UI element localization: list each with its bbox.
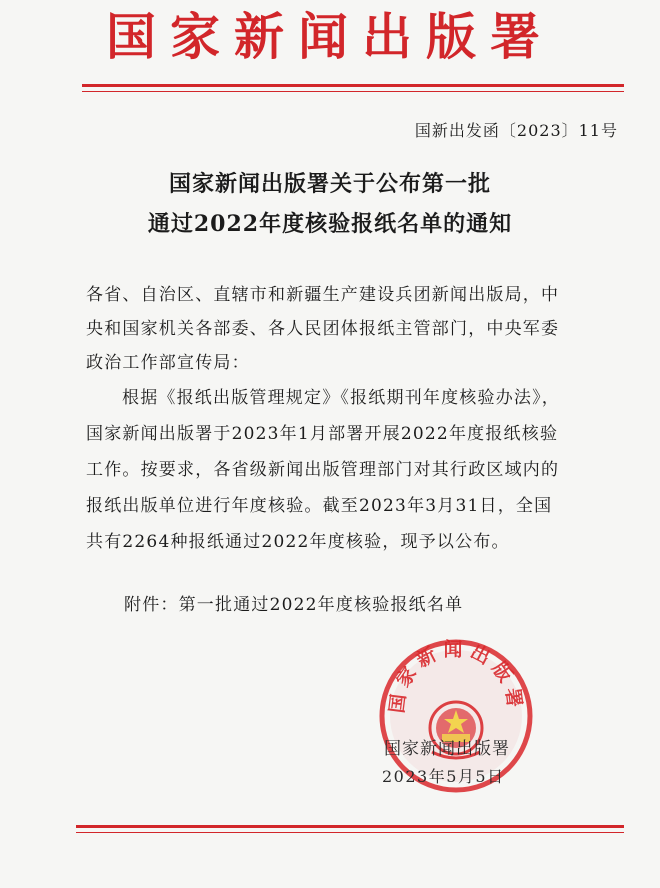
letterhead-title: 国家新闻出版署	[106, 7, 554, 66]
seal-text: 国家新闻出版署	[385, 638, 527, 715]
addressee	[86, 278, 616, 380]
body-line: 国家新闻出版署于2023年1月部署开展2022年度报纸核验	[86, 424, 559, 444]
body-line: 共有2264种报纸通过2022年度核验，现予以公布。	[86, 532, 510, 552]
body-line: 报纸出版单位进行年度核验。截至2023年3月31日，全国	[86, 496, 553, 516]
letterhead-rule	[82, 84, 624, 87]
signature-date: 2023年5月5日	[382, 767, 505, 786]
body-line: 工作。按要求，各省级新闻出版管理部门对其行政区域内的	[86, 460, 560, 480]
footer-rule-thin	[76, 832, 624, 833]
addressee-line: 政治工作部宣传局：	[86, 353, 250, 373]
footer-rule	[76, 825, 624, 828]
addressee-line: 央和国家机关各部委、各人民团体报纸主管部门，中央军委	[86, 319, 560, 339]
body-paragraph	[86, 380, 616, 560]
attachment-note: 附件：第一批通过2022年度核验报纸名单	[124, 595, 464, 615]
title-line-2: 通过2022年度核验报纸名单的通知	[147, 211, 513, 237]
addressee-line: 各省、自治区、直辖市和新疆生产建设兵团新闻出版局，中	[86, 285, 560, 305]
document-number: 国新出发函〔2023〕11号	[414, 121, 618, 140]
signature-organization: 国家新闻出版署	[384, 739, 510, 759]
document-title	[0, 164, 660, 244]
body-line: 根据《报纸出版管理规定》《报纸期刊年度核验办法》，	[122, 388, 560, 408]
title-line-1: 国家新闻出版署关于公布第一批	[168, 171, 491, 197]
letterhead-rule-thin	[82, 91, 624, 92]
